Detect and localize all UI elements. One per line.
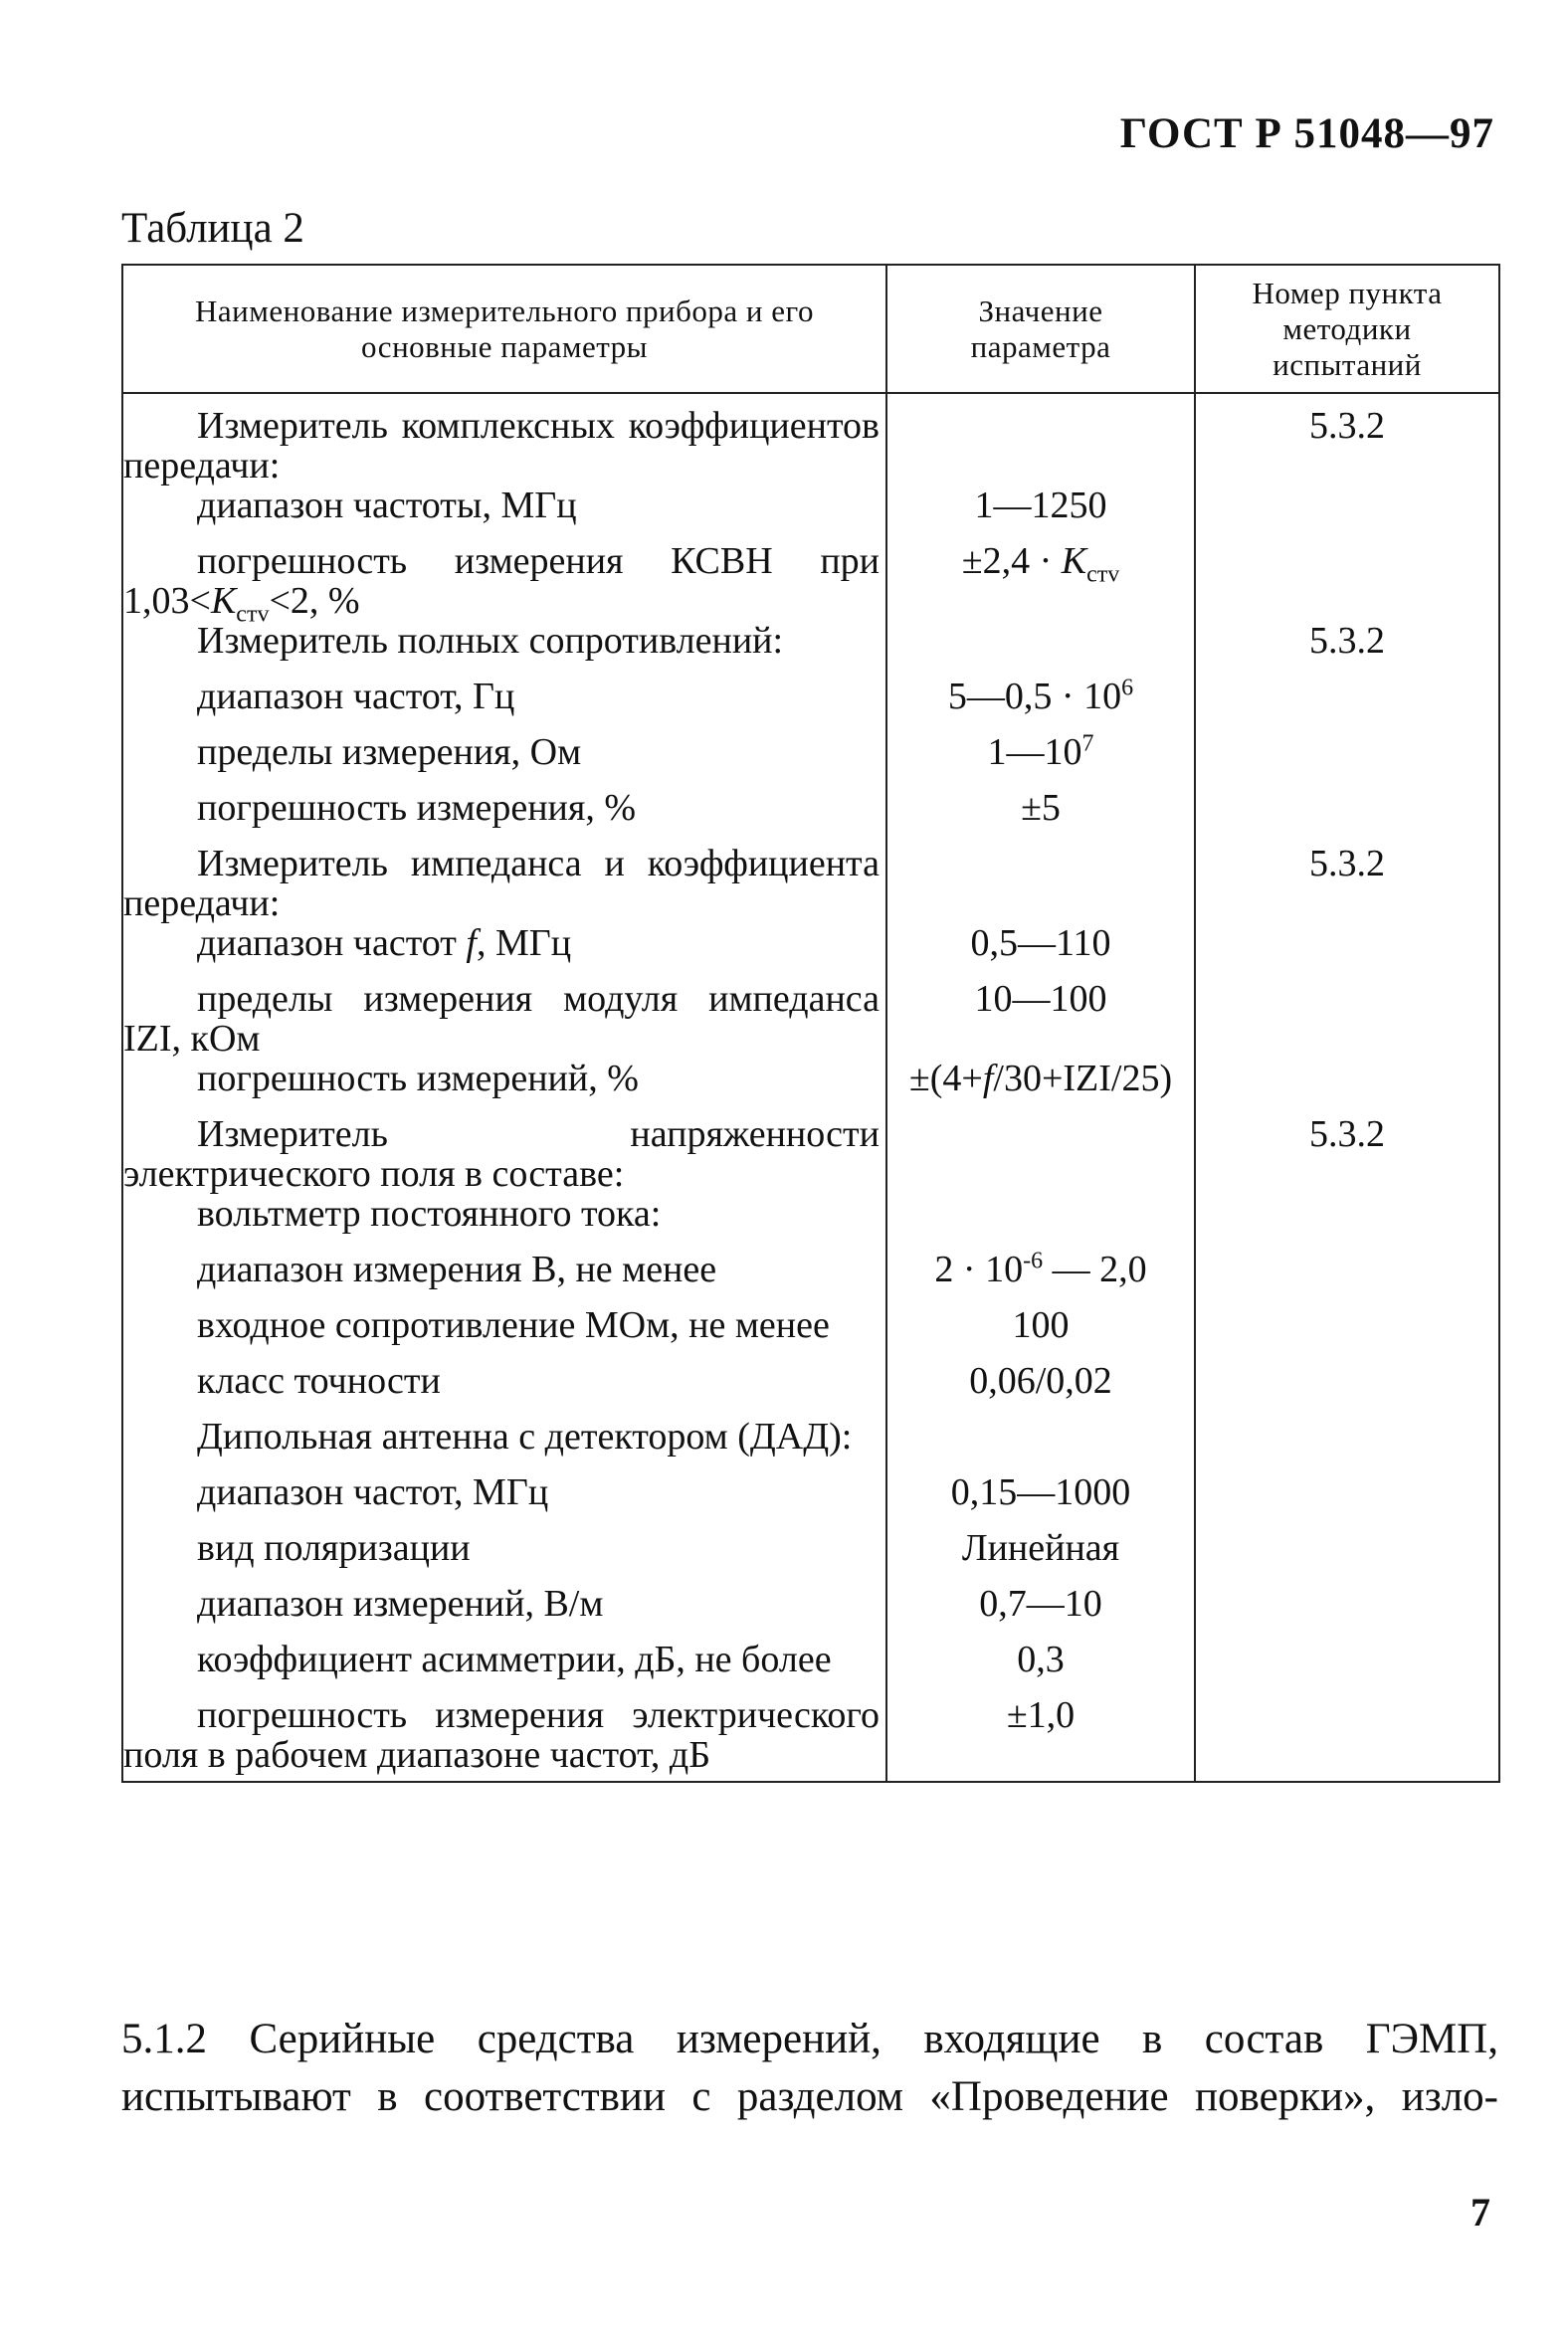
- parameter-name-cell: [122, 844, 886, 923]
- parameter-value: $2 \cdot 10^{-6}$ — 2,0: [886, 1250, 1195, 1305]
- parameter-name-cell: [122, 621, 886, 677]
- parameter-name-cell: [122, 1059, 886, 1114]
- test-method-clause: [1195, 1194, 1499, 1250]
- table-row-group: [122, 393, 1499, 486]
- table-row-group: [122, 621, 1499, 677]
- parameter-value: $\pm 2,4 \cdot K_{стv}$: [886, 541, 1195, 621]
- test-method-clause: [1195, 1695, 1499, 1782]
- test-method-clause: [1195, 1528, 1499, 1584]
- table-row: [122, 1361, 1499, 1417]
- parameter-name-cell: [122, 732, 886, 788]
- document-code: ГОСТ Р 51048—97: [1119, 110, 1494, 157]
- parameter-name: класс точности: [197, 1360, 441, 1402]
- column-header-ref: Номер пункта методики испытаний: [1195, 265, 1499, 393]
- parameter-name-cell: [122, 1114, 886, 1194]
- parameter-name: диапазон измерений, В/м: [197, 1583, 604, 1625]
- table-caption: Таблица 2: [121, 205, 304, 252]
- parameter-name: Измеритель импеданса и коэффициента передачи:: [123, 843, 880, 924]
- test-method-clause: [1195, 923, 1499, 979]
- test-method-clause: 5.3.2: [1195, 621, 1499, 677]
- table-row: [122, 486, 1499, 541]
- test-method-clause: [1195, 979, 1499, 1059]
- parameter-name-cell: [122, 979, 886, 1059]
- parameter-name: вольтметр постоянного тока:: [197, 1193, 662, 1235]
- table-row: [122, 677, 1499, 732]
- column-header-value: Значение параметра: [886, 265, 1195, 393]
- table-row: [122, 979, 1499, 1059]
- test-method-clause: [1195, 732, 1499, 788]
- parameter-name-cell: [122, 1194, 886, 1250]
- parameter-value: 10—100: [886, 979, 1195, 1059]
- parameter-name: погрешность измерения КСВН при $1,03<K_{стv}<2$, %: [123, 540, 880, 628]
- parameter-value: 0,06/0,02: [886, 1361, 1195, 1417]
- table-row: [122, 1640, 1499, 1695]
- parameter-value: $1—10^7$: [886, 732, 1195, 788]
- column-header-name: Наименование измерительного прибора и его основные параметры: [122, 265, 886, 393]
- parameter-value: [886, 393, 1195, 486]
- table-row: [122, 1695, 1499, 1782]
- table-row: [122, 1528, 1499, 1584]
- test-method-clause: [1195, 1584, 1499, 1640]
- parameter-name: Измеритель полных сопротивлений:: [197, 620, 784, 662]
- page-number: 7: [1470, 2190, 1490, 2235]
- parameter-value: ±1,0: [886, 1695, 1195, 1782]
- parameter-name: пределы измерения модуля импеданса IZI, кОм: [123, 978, 880, 1060]
- test-method-clause: 5.3.2: [1195, 844, 1499, 923]
- table-row: [122, 1059, 1499, 1114]
- table-row-group: [122, 1114, 1499, 1194]
- parameter-value: 100: [886, 1305, 1195, 1361]
- test-method-clause: [1195, 1472, 1499, 1528]
- parameter-value: 5—0,5 · $10^6$: [886, 677, 1195, 732]
- parameter-name: Дипольная антенна с детектором (ДАД):: [197, 1416, 853, 1458]
- parameter-value: [886, 1114, 1195, 1194]
- parameter-name: диапазон частот f, МГц: [197, 922, 572, 964]
- table-row: [122, 732, 1499, 788]
- parameter-value: ±(4+f/30+IZI/25): [886, 1059, 1195, 1114]
- test-method-clause: [1195, 1361, 1499, 1417]
- test-method-clause: [1195, 1250, 1499, 1305]
- parameters-table: [121, 264, 1500, 1783]
- parameter-value: 0,15—1000: [886, 1472, 1195, 1528]
- parameter-value: ±5: [886, 788, 1195, 844]
- parameter-name-cell: [122, 1250, 886, 1305]
- parameter-name: диапазон частоты, МГц: [197, 485, 577, 526]
- parameter-name-cell: [122, 923, 886, 979]
- parameter-name-cell: [122, 1528, 886, 1584]
- parameter-name: диапазон измерения В, не менее: [197, 1249, 717, 1290]
- test-method-clause: 5.3.2: [1195, 393, 1499, 486]
- table-row: [122, 1194, 1499, 1250]
- parameter-name-cell: [122, 540, 886, 628]
- table-row: [122, 1584, 1499, 1640]
- parameter-name: погрешность измерений, %: [197, 1058, 639, 1099]
- parameter-value: [886, 844, 1195, 923]
- parameter-name-cell: [122, 788, 886, 844]
- table-row: [122, 1472, 1499, 1528]
- table-row-group: [122, 844, 1499, 923]
- test-method-clause: [1195, 1640, 1499, 1695]
- parameter-name-cell: [122, 1695, 886, 1782]
- test-method-clause: [1195, 1059, 1499, 1114]
- table-row: [122, 923, 1499, 979]
- table-row-group: [122, 1417, 1499, 1472]
- test-method-clause: [1195, 788, 1499, 844]
- parameter-name-cell: [122, 486, 886, 541]
- test-method-clause: [1195, 1305, 1499, 1361]
- test-method-clause: [1195, 541, 1499, 621]
- test-method-clause: [1195, 486, 1499, 541]
- parameter-name: входное сопротивление МОм, не менее: [197, 1304, 830, 1346]
- parameter-name: погрешность измерения электрического поля в рабочем диапазоне частот, дБ: [123, 1694, 880, 1776]
- parameter-value: 0,3: [886, 1640, 1195, 1695]
- parameter-value: Линейная: [886, 1528, 1195, 1584]
- test-method-clause: [1195, 677, 1499, 732]
- parameter-name: коэффициент асимметрии, дБ, не более: [197, 1639, 832, 1680]
- parameter-value: 0,7—10: [886, 1584, 1195, 1640]
- parameter-name-cell: [122, 1417, 886, 1472]
- parameter-name-cell: [122, 677, 886, 732]
- parameter-value: [886, 1417, 1195, 1472]
- parameter-name-cell: [122, 1361, 886, 1417]
- parameter-name-cell: [122, 1584, 886, 1640]
- table-body: [122, 393, 1499, 1782]
- parameter-value: 0,5—110: [886, 923, 1195, 979]
- parameter-name-cell: [122, 393, 886, 486]
- table-row: [122, 788, 1499, 844]
- parameter-name-cell: [122, 1472, 886, 1528]
- paragraph-line-2: испытывают в соответствии с разделом «Проведение поверки», изло-: [121, 2073, 1498, 2120]
- parameter-value: [886, 1194, 1195, 1250]
- table-row: [122, 1250, 1499, 1305]
- table-row: [122, 1305, 1499, 1361]
- parameter-value: [886, 621, 1195, 677]
- parameter-name: Измеритель напряженности электрического поля в составе:: [123, 1113, 880, 1195]
- table-header-row: [122, 265, 1499, 393]
- parameter-name: пределы измерения, Ом: [197, 731, 582, 773]
- test-method-clause: [1195, 1417, 1499, 1472]
- parameter-name: вид поляризации: [197, 1527, 471, 1569]
- parameter-name-cell: [122, 1305, 886, 1361]
- paragraph-line-1: 5.1.2 Серийные средства измерений, входящие в состав ГЭМП,: [121, 2016, 1498, 2062]
- parameter-name: диапазон частот, МГц: [197, 1471, 549, 1513]
- parameter-name: погрешность измерения, %: [197, 787, 637, 829]
- table-row: [122, 541, 1499, 621]
- test-method-clause: 5.3.2: [1195, 1114, 1499, 1194]
- parameter-name: Измеритель комплексных коэффициентов передачи:: [123, 405, 880, 486]
- parameter-name-cell: [122, 1640, 886, 1695]
- parameter-name: диапазон частот, Гц: [197, 676, 515, 717]
- parameter-value: 1—1250: [886, 486, 1195, 541]
